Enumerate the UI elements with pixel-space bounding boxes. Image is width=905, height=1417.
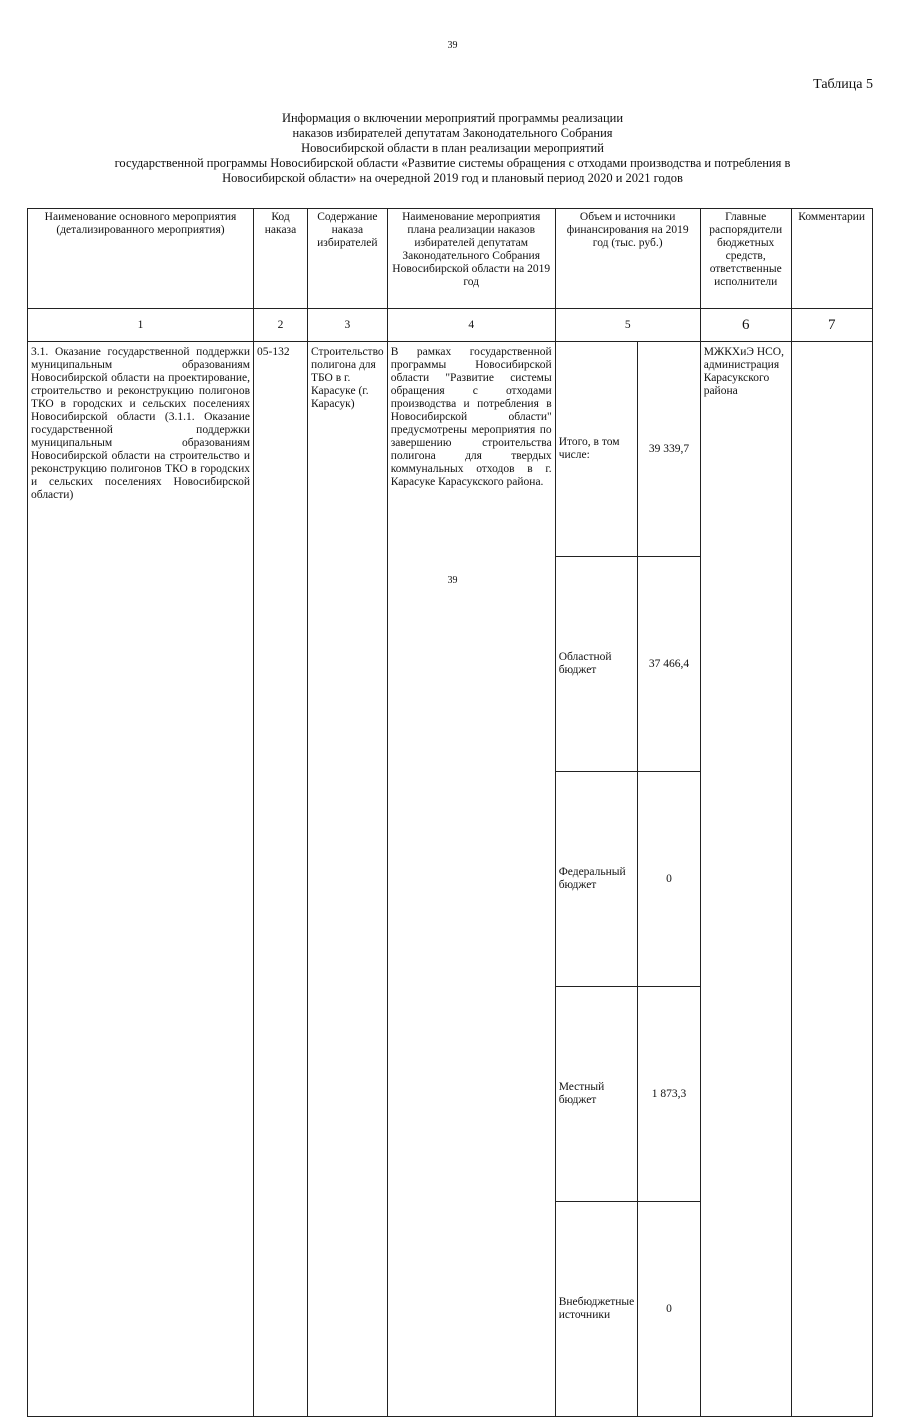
financing-value: 37 466,4 (638, 557, 700, 772)
code-cell: 05-132 (254, 342, 308, 1417)
header-cell: Комментарии (791, 209, 872, 309)
financing-label: Федеральный бюджет (556, 772, 638, 987)
column-number-row (28, 309, 873, 342)
column-number: 5 (555, 309, 700, 342)
table-label: Таблица 5 (813, 77, 873, 92)
financing-value: 0 (638, 772, 700, 987)
financing-label: Внебюджетные источники (558, 1296, 635, 1321)
header-cell: Главные распорядители бюджетных средств, ответственные исполнители (700, 209, 791, 309)
financing-value: 1 873,3 (638, 987, 700, 1202)
financing-row (556, 1202, 700, 1417)
page-number-bottom: 39 (447, 575, 458, 586)
header-cell: Объем и источники финансирования на 2019 год (тыс. руб.) (555, 209, 700, 309)
column-number: 4 (387, 309, 555, 342)
financing-value: 0 (638, 1202, 700, 1417)
table-row (28, 342, 873, 1417)
content-cell: Строительство полигона для ТБО в г. Карасуке (г. Карасук) (308, 342, 388, 1417)
executors-cell: МЖКХиЭ НСО, администрация Карасукского района (700, 342, 791, 1417)
financing-value: 39 339,7 (638, 342, 700, 557)
header-cell: Содержание наказа избирателей (308, 209, 388, 309)
table-title (40, 111, 865, 186)
page-number-top: 39 (447, 40, 458, 51)
title-line: государственной программы Новосибирской области «Развитие системы обращения с отходами производства и потребления в (114, 156, 791, 170)
column-number: 6 (700, 309, 791, 342)
column-number: 1 (28, 309, 254, 342)
measure-cell: 3.1. Оказание государственной поддержки муниципальным образованиям Новосибирской области на проектирование, строительство и реконструкцию полигонов ТКО в городских и сельских поселениях Новосибирской области (3.1.1. Оказание государственной поддержки муниципальным образованиям Новосибирской области на строительство и реконструкцию полигонов ТКО в городских и сельских поселениях Новосибирской области) (28, 342, 254, 1417)
comments-cell (791, 342, 872, 1417)
table-header-row (28, 209, 873, 309)
title-line: наказов избирателей депутатам Законодательного Собрания (292, 126, 613, 140)
column-number: 2 (254, 309, 308, 342)
title-line: Новосибирской области» на очередной 2019 год и плановый период 2020 и 2021 годов (222, 171, 683, 185)
header-cell: Наименование мероприятия плана реализации наказов избирателей депутатам Законодательного Собрания Новосибирской области на 2019 год (387, 209, 555, 309)
plan-measure-cell: В рамках государственной программы Новосибирской области "Развитие системы обращения с отходами производства и потребления в Новосибирской области" предусмотрены мероприятия по завершению строительства полигона для твердых коммунальных отходов в г. Карасуке Карасукского района. (387, 342, 555, 1417)
financing-cell (555, 342, 700, 1417)
financing-row (556, 987, 700, 1202)
financing-label: Областной бюджет (556, 557, 638, 772)
header-cell: Наименование основного мероприятия (детализированного мероприятия) (28, 209, 254, 309)
financing-row (556, 557, 700, 772)
financing-table (556, 342, 700, 1416)
financing-label: Итого, в том числе: (556, 342, 638, 557)
title-line: Информация о включении мероприятий программы реализации (281, 111, 624, 125)
column-number: 7 (791, 309, 872, 342)
financing-row (556, 772, 700, 987)
financing-label: Местный бюджет (556, 987, 638, 1202)
financing-row (556, 342, 700, 557)
measures-table (27, 208, 873, 1417)
header-cell: Код наказа (254, 209, 308, 309)
column-number: 3 (308, 309, 388, 342)
title-line: Новосибирской области в план реализации мероприятий (301, 141, 604, 155)
